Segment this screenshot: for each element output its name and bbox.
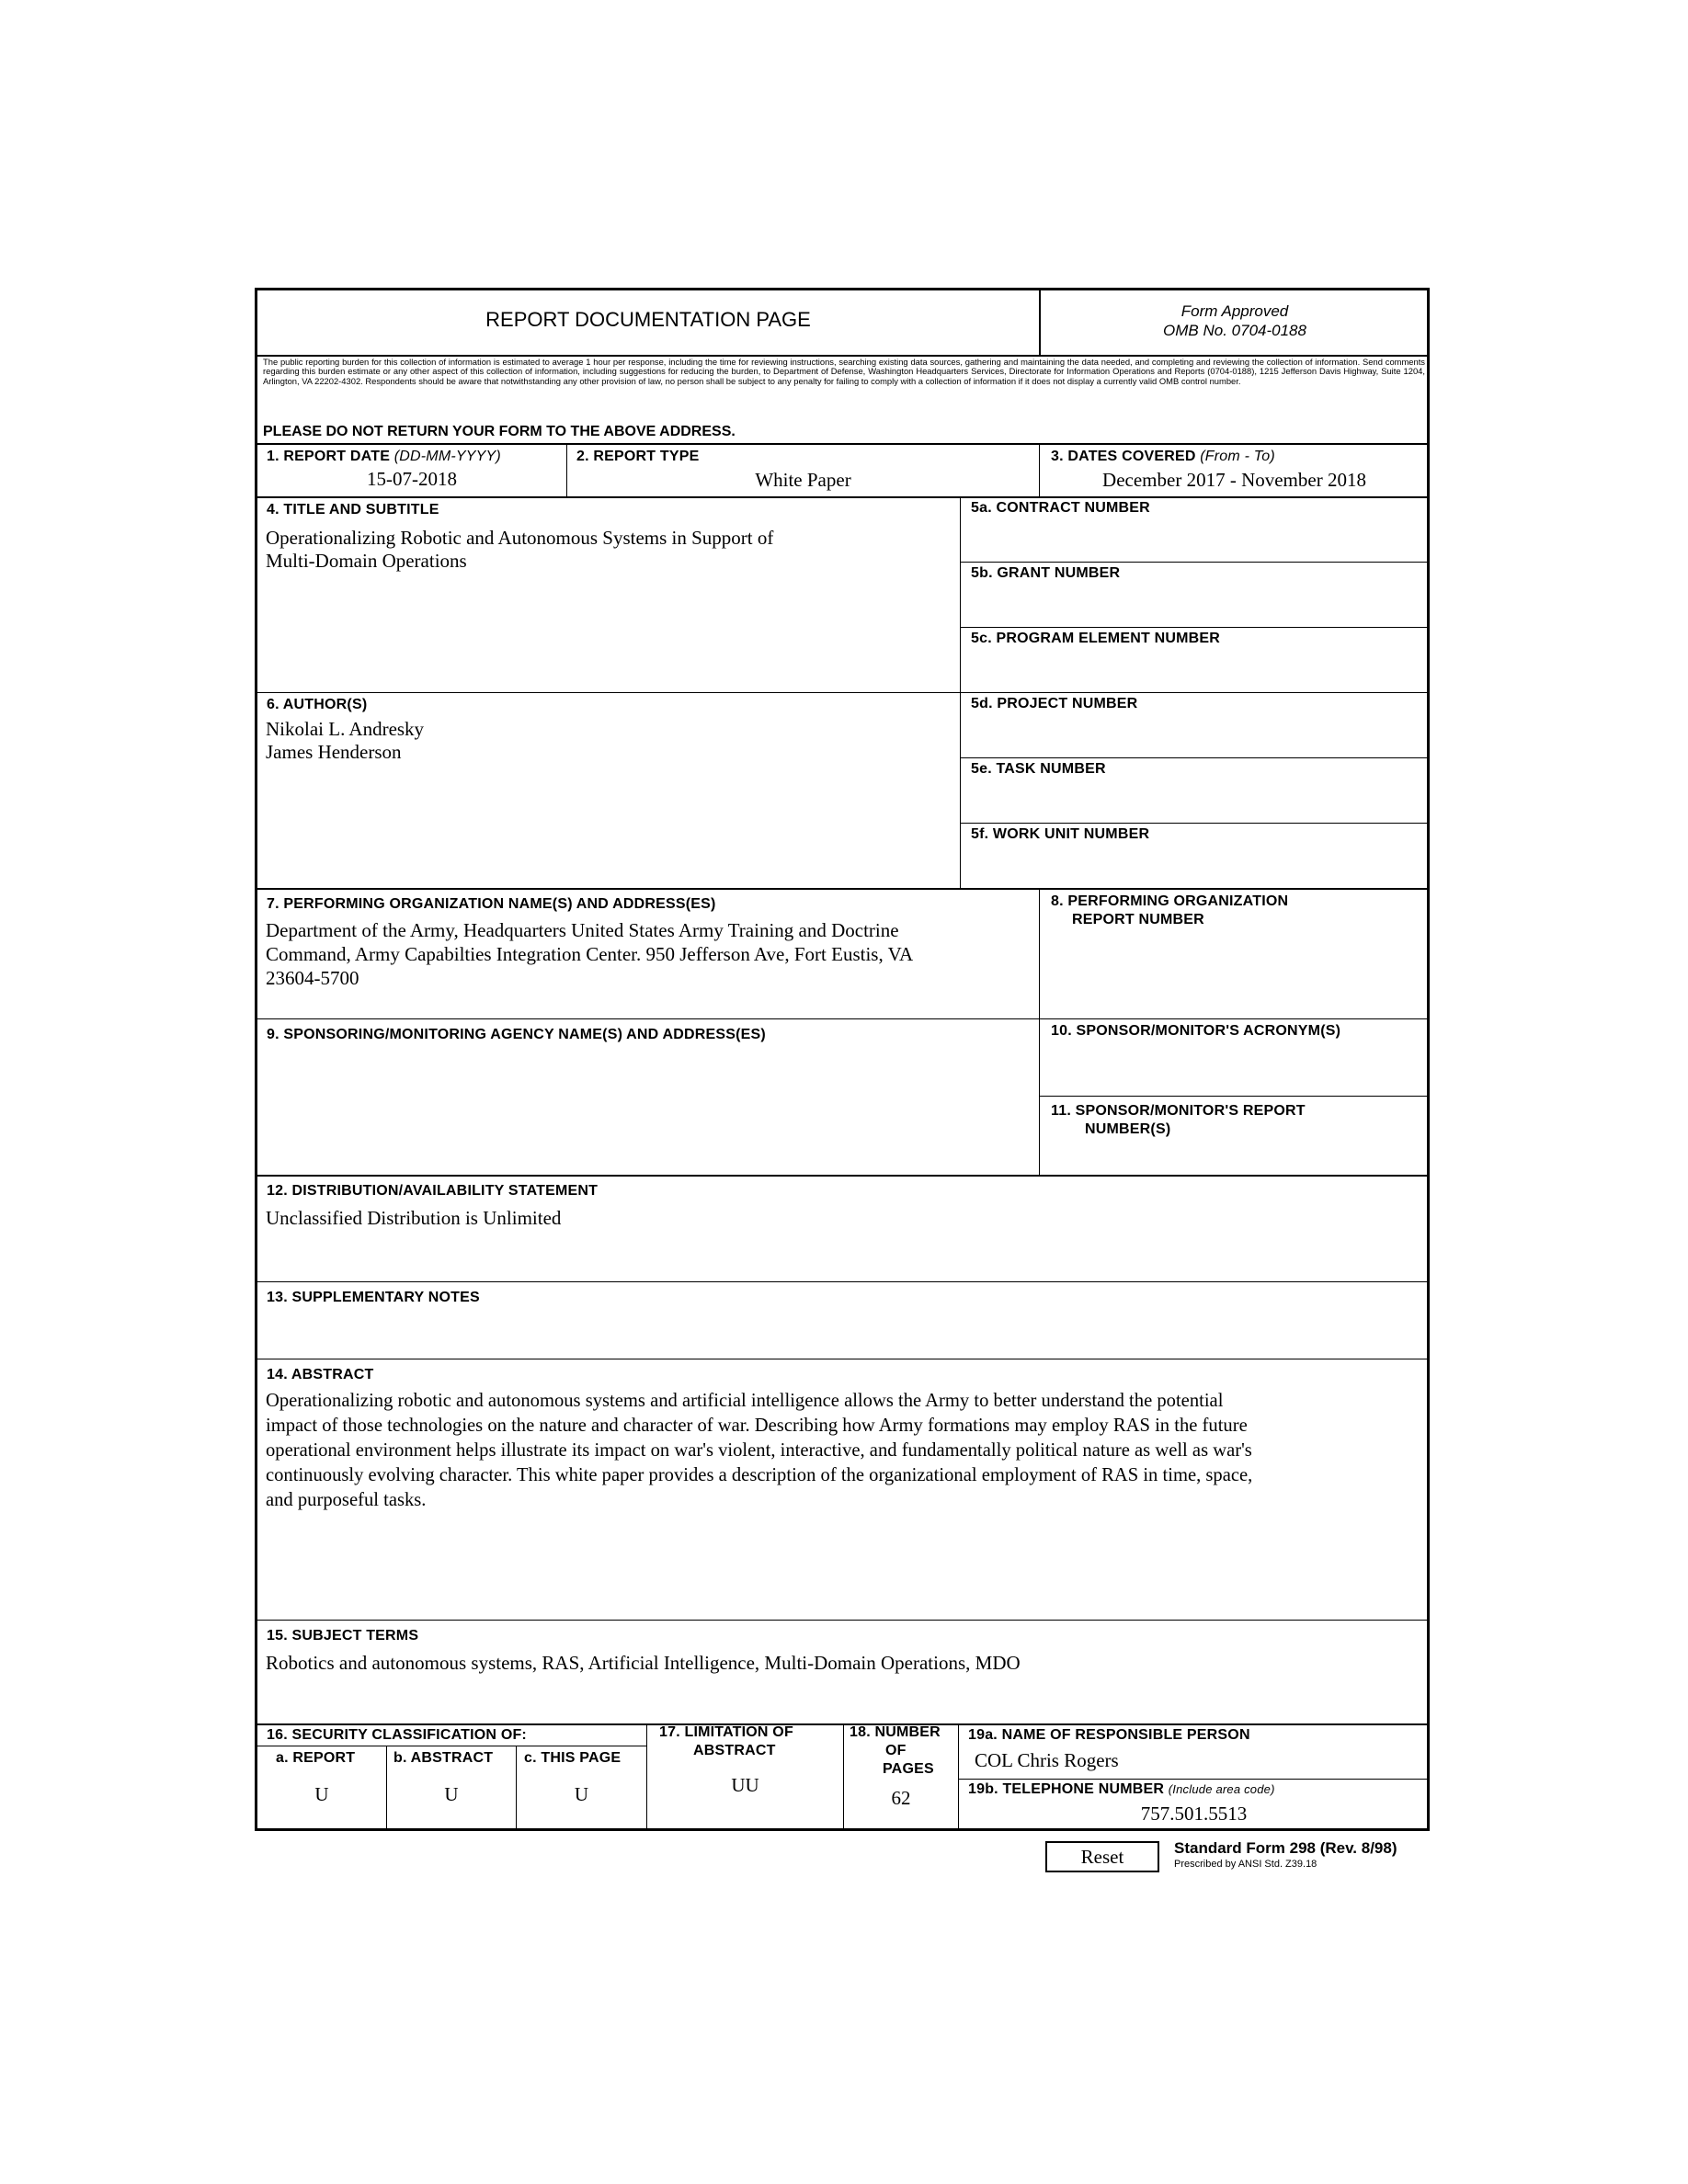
abstract-line-2: impact of those technologies on the nature and character of war. Describing how Army formations may employ RAS in the future bbox=[266, 1416, 1248, 1436]
title-label: 4. TITLE AND SUBTITLE bbox=[267, 502, 439, 518]
program-element-label: 5c. PROGRAM ELEMENT NUMBER bbox=[971, 631, 1220, 646]
subject-terms-value: Robotics and autonomous systems, RAS, Artificial Intelligence, Multi-Domain Operations, MDO bbox=[266, 1652, 1021, 1674]
limitation-value: UU bbox=[731, 1774, 759, 1796]
pages-label-1: 18. NUMBER bbox=[850, 1724, 941, 1740]
reset-button[interactable]: Reset bbox=[1045, 1841, 1159, 1872]
supplementary-notes-label: 13. SUPPLEMENTARY NOTES bbox=[267, 1290, 480, 1305]
abstract-line-5: and purposeful tasks. bbox=[266, 1490, 427, 1510]
dates-covered-value: December 2017 - November 2018 bbox=[1102, 469, 1366, 491]
security-classification-label: 16. SECURITY CLASSIFICATION OF: bbox=[267, 1727, 527, 1743]
contract-number-label: 5a. CONTRACT NUMBER bbox=[971, 500, 1150, 516]
responsible-person-value: COL Chris Rogers bbox=[975, 1749, 1119, 1771]
grant-number-label: 5b. GRANT NUMBER bbox=[971, 565, 1121, 581]
distribution-value: Unclassified Distribution is Unlimited bbox=[266, 1207, 562, 1229]
work-unit-label: 5f. WORK UNIT NUMBER bbox=[971, 826, 1150, 842]
pages-label-2: OF bbox=[885, 1743, 907, 1758]
author-2: James Henderson bbox=[266, 741, 402, 763]
task-number-label: 5e. TASK NUMBER bbox=[971, 761, 1106, 777]
author-1: Nikolai L. Andresky bbox=[266, 718, 425, 740]
sponsor-report-label-2: NUMBER(S) bbox=[1085, 1121, 1171, 1137]
abstract-line-4: continuously evolving character. This white paper provides a description of the organizational employment of RAS in time, space, bbox=[266, 1465, 1253, 1485]
title-line-2: Multi-Domain Operations bbox=[266, 550, 467, 572]
omb-number: OMB No. 0704-0188 bbox=[1163, 322, 1306, 339]
limitation-label-1: 17. LIMITATION OF bbox=[659, 1724, 793, 1740]
performing-org-label: 7. PERFORMING ORGANIZATION NAME(S) AND ADDRESS(ES) bbox=[267, 896, 716, 912]
telephone-value: 757.501.5513 bbox=[1140, 1803, 1248, 1825]
abstract-line-3: operational environment helps illustrate its impact on war's violent, interactive, and fundamentally political nature as well as war's bbox=[266, 1440, 1252, 1461]
security-report-label: a. REPORT bbox=[276, 1750, 356, 1766]
project-number-label: 5d. PROJECT NUMBER bbox=[971, 696, 1138, 711]
standard-form-label: Standard Form 298 (Rev. 8/98) bbox=[1174, 1839, 1397, 1857]
report-date-value: 15-07-2018 bbox=[367, 468, 457, 490]
abstract-line-1: Operationalizing robotic and autonomous systems and artificial intelligence allows the Army to better understand the potential bbox=[266, 1391, 1224, 1411]
burden-notice: The public reporting burden for this collection of information is estimated to average 1 hour per response, including the time for reviewing instructions, searching existing data sources, gathering and maintaining the data needed, and completing and reviewing the collection of information. Send comments regarding this burden estimate or any other aspect of this collection of information, including suggestions for reducing the burden, to Department of Defense, Washington Headquarters Services, Directorate for Information Operations and Reports (0704-0188), 1215 Jefferson Davis Highway, Suite 1204, Arlington, VA 22202-4302. Respondents should be aware that notwithstanding any other provision of law, no person shall be subject to any penalty for failing to comply with a collection of information if it does not display a currently valid OMB control number. bbox=[263, 357, 1425, 386]
sponsor-acronym-label: 10. SPONSOR/MONITOR'S ACRONYM(S) bbox=[1051, 1023, 1341, 1039]
dates-covered-label: 3. DATES COVERED (From - To) bbox=[1051, 449, 1275, 464]
limitation-label-2: ABSTRACT bbox=[693, 1743, 776, 1758]
abstract-label: 14. ABSTRACT bbox=[267, 1367, 374, 1382]
security-report-value: U bbox=[314, 1783, 329, 1805]
title-line-1: Operationalizing Robotic and Autonomous Systems in Support of bbox=[266, 527, 774, 549]
telephone-label: 19b. TELEPHONE NUMBER (Include area code) bbox=[968, 1781, 1275, 1797]
authors-label: 6. AUTHOR(S) bbox=[267, 697, 368, 712]
security-this-page-value: U bbox=[574, 1783, 589, 1805]
performing-org-line-3: 23604-5700 bbox=[266, 967, 359, 989]
please-notice: PLEASE DO NOT RETURN YOUR FORM TO THE ABOVE ADDRESS. bbox=[263, 424, 736, 439]
performing-org-line-1: Department of the Army, Headquarters United States Army Training and Doctrine bbox=[266, 919, 899, 941]
performing-org-line-2: Command, Army Capabilties Integration Center. 950 Jefferson Ave, Fort Eustis, VA bbox=[266, 943, 914, 965]
pages-label-3: PAGES bbox=[883, 1761, 934, 1777]
report-type-label: 2. REPORT TYPE bbox=[576, 449, 700, 464]
form-border bbox=[255, 288, 1430, 1831]
security-this-page-label: c. THIS PAGE bbox=[524, 1750, 622, 1766]
report-date-label: 1. REPORT DATE (DD-MM-YYYY) bbox=[267, 449, 501, 464]
subject-terms-label: 15. SUBJECT TERMS bbox=[267, 1628, 419, 1644]
performing-org-report-label-2: REPORT NUMBER bbox=[1072, 912, 1204, 927]
prescribed-label: Prescribed by ANSI Std. Z39.18 bbox=[1174, 1859, 1317, 1870]
performing-org-report-label-1: 8. PERFORMING ORGANIZATION bbox=[1051, 893, 1289, 909]
form-title: REPORT DOCUMENTATION PAGE bbox=[485, 308, 811, 331]
report-type-value: White Paper bbox=[755, 469, 851, 491]
security-abstract-value: U bbox=[444, 1783, 459, 1805]
sponsor-report-label-1: 11. SPONSOR/MONITOR'S REPORT bbox=[1051, 1103, 1306, 1119]
security-abstract-label: b. ABSTRACT bbox=[393, 1750, 494, 1766]
responsible-person-label: 19a. NAME OF RESPONSIBLE PERSON bbox=[968, 1727, 1250, 1743]
form-approved: Form Approved bbox=[1180, 302, 1289, 320]
pages-value: 62 bbox=[891, 1787, 911, 1809]
distribution-label: 12. DISTRIBUTION/AVAILABILITY STATEMENT bbox=[267, 1183, 599, 1199]
sponsoring-agency-label: 9. SPONSORING/MONITORING AGENCY NAME(S) AND ADDRESS(ES) bbox=[267, 1027, 766, 1042]
